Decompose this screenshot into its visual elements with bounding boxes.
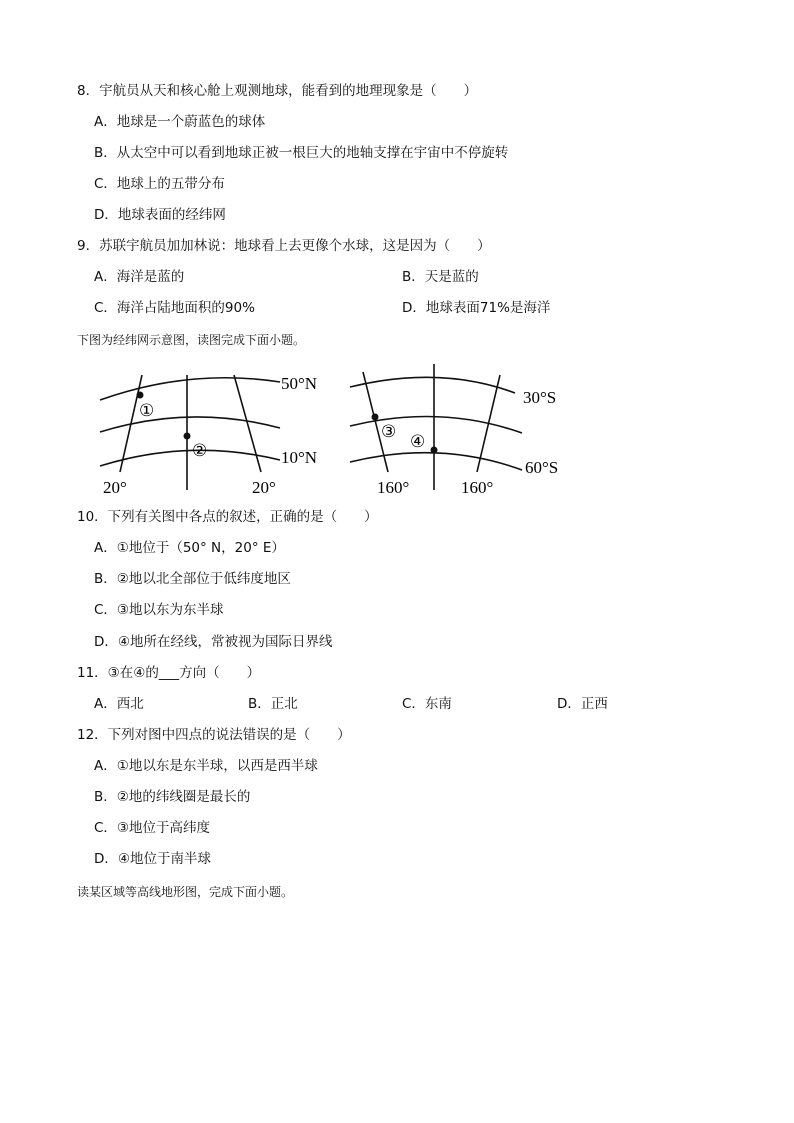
point-3-marker xyxy=(372,414,379,421)
point-4-label: ④ xyxy=(410,432,426,451)
left-latitude-10n xyxy=(100,450,280,466)
left-latitude-50n xyxy=(100,378,280,400)
q12-option-b[interactable]: B．②地的纬线圈是最长的 xyxy=(94,789,251,805)
q8-option-b[interactable]: B．从太空中可以看到地球正被一根巨大的地轴支撑在宇宙中不停旋转 xyxy=(94,145,509,161)
q9-stem: 9．苏联宇航员加加林说：地球看上去更像个水球，这是因为（ ） xyxy=(77,238,491,254)
q10-option-b[interactable]: B．②地以北全部位于低纬度地区 xyxy=(94,571,291,587)
q8-option-d[interactable]: D．地球表面的经纬网 xyxy=(94,207,226,223)
q8-option-a[interactable]: A．地球是一个蔚蓝色的球体 xyxy=(94,114,266,130)
left-graticule xyxy=(100,375,280,490)
label-10n: 10°N xyxy=(281,448,318,467)
right-latitude-30s xyxy=(350,377,515,393)
q10-stem: 10．下列有关图中各点的叙述，正确的是（ ） xyxy=(77,509,378,525)
q9-option-b[interactable]: B．天是蓝的 xyxy=(402,269,479,285)
label-50n: 50°N xyxy=(281,374,318,393)
label-right-160-east: 160° xyxy=(461,478,494,497)
right-graticule xyxy=(350,364,522,490)
point-1-label: ① xyxy=(139,401,155,420)
q11-option-d[interactable]: D．正西 xyxy=(557,696,608,712)
label-30s: 30°S xyxy=(523,388,557,407)
label-60s: 60°S xyxy=(525,458,559,477)
q12-option-c[interactable]: C．③地位于高纬度 xyxy=(94,820,211,836)
q12-option-a[interactable]: A．①地以东是东半球，以西是西半球 xyxy=(94,758,318,774)
q12-option-d[interactable]: D．④地位于南半球 xyxy=(94,851,211,867)
point-2-marker xyxy=(184,433,191,440)
q8-option-c[interactable]: C．地球上的五带分布 xyxy=(94,176,225,192)
label-left-20-east: 20° xyxy=(252,478,276,497)
contour-intro: 读某区域等高线地形图，完成下面小题。 xyxy=(77,885,294,899)
point-2-label: ② xyxy=(192,441,208,460)
right-latitude-60s xyxy=(350,453,522,470)
q9-option-c[interactable]: C．海洋占陆地面积的90% xyxy=(94,300,255,316)
q10-option-c[interactable]: C．③地以东为东半球 xyxy=(94,602,224,618)
q11-option-a[interactable]: A．西北 xyxy=(94,696,144,712)
q9-option-a[interactable]: A．海洋是蓝的 xyxy=(94,269,185,285)
q10-option-a[interactable]: A．①地位于（50° N，20° E） xyxy=(94,540,285,556)
q11-option-b[interactable]: B．正北 xyxy=(248,696,298,712)
q10-option-d[interactable]: D．④地所在经线，常被视为国际日界线 xyxy=(94,634,333,650)
point-1-marker xyxy=(137,392,144,399)
left-latitude-mid xyxy=(100,417,280,432)
point-3-label: ③ xyxy=(381,422,397,441)
label-right-160-west: 160° xyxy=(377,478,410,497)
q12-stem: 12．下列对图中四点的说法错误的是（ ） xyxy=(77,727,351,743)
q9-option-d[interactable]: D．地球表面71%是海洋 xyxy=(402,300,551,316)
label-left-20-west: 20° xyxy=(103,478,127,497)
q11-stem: 11．③在④的___方向（ ） xyxy=(77,665,261,681)
figure-intro: 下图为经纬网示意图，读图完成下面小题。 xyxy=(77,333,306,347)
right-meridian-east xyxy=(477,375,500,472)
point-4-marker xyxy=(431,447,438,454)
graticule-figure xyxy=(95,360,575,500)
q8-stem: 8．宇航员从天和核心舱上观测地球，能看到的地理现象是（ ） xyxy=(77,83,478,99)
q11-option-c[interactable]: C．东南 xyxy=(402,696,452,712)
